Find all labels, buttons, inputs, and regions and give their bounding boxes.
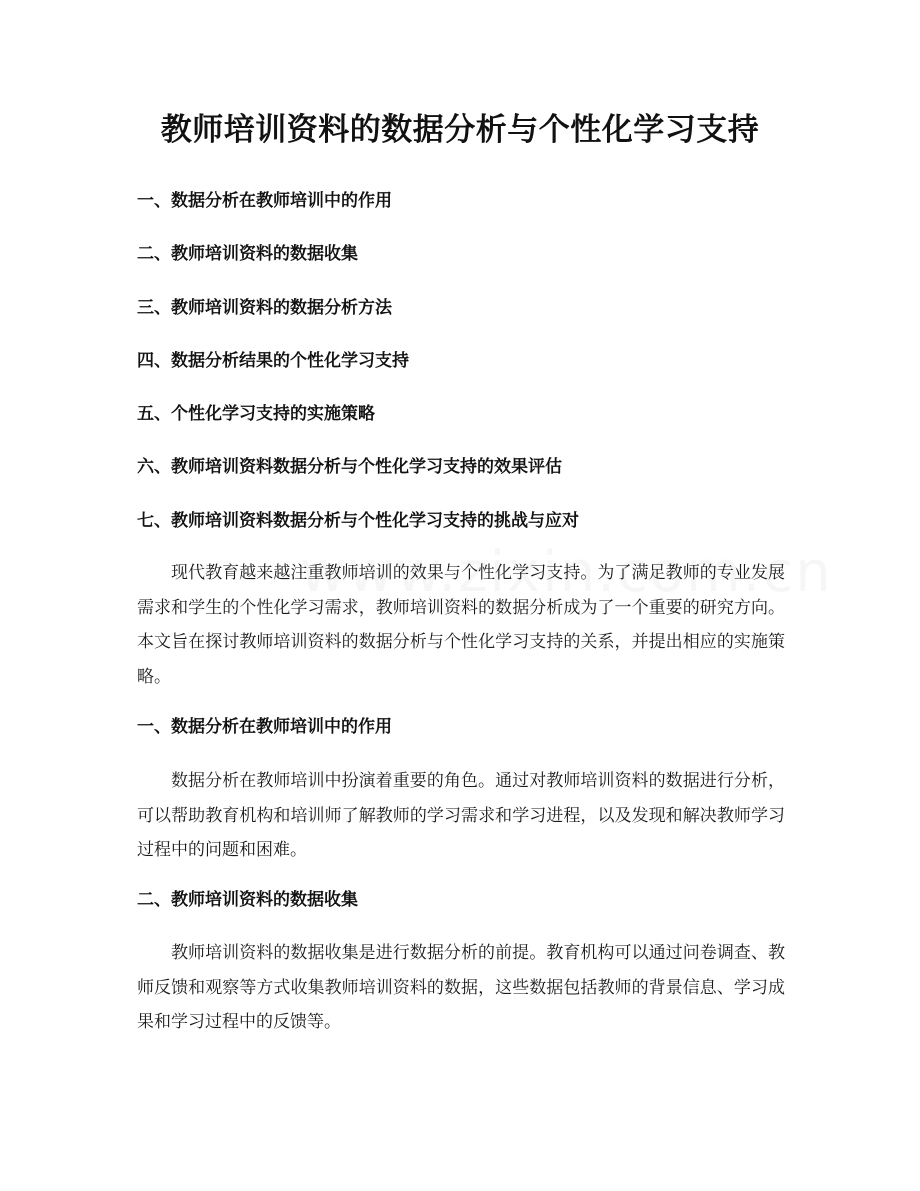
- section-1-block: [137, 764, 785, 868]
- document-title: 教师培训资料的数据分析与个性化学习支持: [160, 112, 760, 148]
- section-heading-1: 一、数据分析在教师培训中的作用: [137, 717, 392, 737]
- intro-block: [137, 556, 785, 694]
- toc-item-7: 七、教师培训资料数据分析与个性化学习支持的挑战与应对: [137, 510, 579, 531]
- toc-item-1: 一、数据分析在教师培训中的作用: [137, 191, 392, 211]
- toc-item-3: 三、教师培训资料的数据分析方法: [137, 297, 392, 318]
- toc-item-6: 六、教师培训资料数据分析与个性化学习支持的效果评估: [137, 457, 562, 478]
- section-paragraph-2: 教师培训资料的数据收集是进行数据分析的前提。教育机构可以通过问卷调查、教师反馈和观察等方式收集教师培训资料的数据，这些数据包括教师的背景信息、学习成果和学习过程中的反馈等。: [137, 943, 785, 1032]
- section-2-block: [137, 936, 785, 1040]
- section-heading-2: 二、教师培训资料的数据收集: [137, 890, 358, 910]
- toc-item-4: 四、数据分析结果的个性化学习支持: [137, 350, 409, 371]
- toc-item-2: 二、教师培训资料的数据收集: [137, 244, 358, 265]
- intro-paragraph: 现代教育越来越注重教师培训的效果与个性化学习支持。为了满足教师的专业发展需求和学生的个性化学习需求，教师培训资料的数据分析成为了一个重要的研究方向。本文旨在探讨教师培训资料的数据分析与个性化学习支持的关系，并提出相应的实施策略。: [137, 563, 785, 687]
- section-paragraph-1: 数据分析在教师培训中扮演着重要的角色。通过对教师培训资料的数据进行分析，可以帮助教育机构和培训师了解教师的学习需求和学习进程，以及发现和解决教师学习过程中的问题和困难。: [137, 771, 785, 860]
- table-of-contents: [137, 186, 797, 559]
- toc-item-5: 五、个性化学习支持的实施策略: [137, 404, 375, 425]
